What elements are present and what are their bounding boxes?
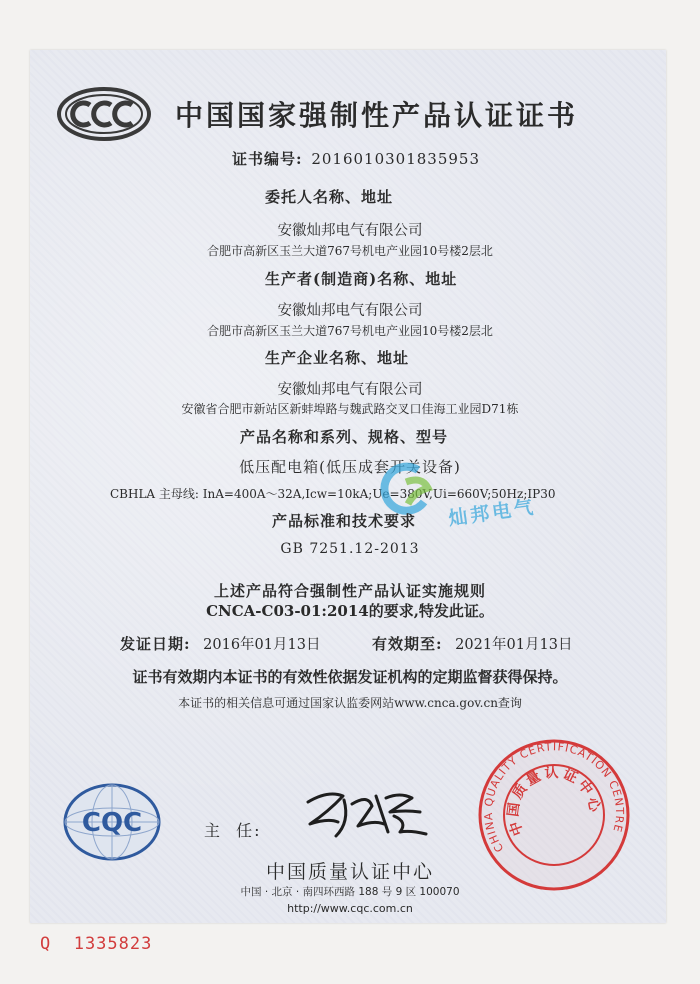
validity-note: 证书有效期内本证书的有效性依据发证机构的定期监督获得保持。 [132, 668, 568, 686]
factory-address: 安徽省合肥市新站区新蚌埠路与魏武路交叉口佳海工业园D71栋 [181, 402, 519, 416]
director-label: 主 任: [204, 821, 262, 840]
product-name: 低压配电箱(低压成套开关设备) [239, 458, 461, 476]
certificate-title: 中国国家强制性产品认证证书 [175, 99, 579, 132]
query-note: 本证书的相关信息可通过国家认监委网站www.cnca.gov.cn查询 [178, 696, 522, 710]
cqc-logo [62, 782, 162, 862]
issue-date: 2016年01月13日 [203, 637, 321, 653]
factory-label: 生产企业名称、地址 [265, 349, 410, 367]
issuer-url: http://www.cqc.com.cn [287, 902, 413, 915]
applicant-label: 委托人名称、地址 [265, 188, 394, 206]
standard-label: 产品标准和技术要求 [272, 512, 417, 530]
conformity-line-2: CNCA-C03-01:2014的要求,特发此证。 [206, 602, 494, 620]
issuer-address: 中国 · 北京 · 南四环西路 188 号 9 区 100070 [240, 886, 460, 898]
ccc-logo [56, 86, 152, 142]
conformity-line-1: 上述产品符合强制性产品认证实施规则 [213, 582, 486, 600]
applicant-name: 安徽灿邦电气有限公司 [277, 223, 423, 239]
company-watermark-text: 灿邦电气 [447, 495, 538, 531]
director-signature [288, 782, 438, 842]
product-label: 产品名称和系列、规格、型号 [240, 428, 449, 446]
factory-name: 安徽灿邦电气有限公司 [277, 382, 423, 398]
cqc-logo-text: CQC [81, 808, 143, 838]
certificate-number: 2016010301835953 [311, 150, 481, 168]
manufacturer-name: 安徽灿邦电气有限公司 [277, 303, 423, 319]
certificate-number-row [232, 148, 480, 169]
seal-outer-text: CHINA QUALITY CERTIFICATION CENTRE [481, 740, 627, 855]
issue-date-label: 发证日期: [120, 635, 191, 653]
standard-value: GB 7251.12-2013 [280, 541, 420, 557]
product-spec: CBHLA 主母线: InA=400A～32A,Icw=10kA;Ue=380V,Ui=660V;50Hz;IP30 [110, 487, 556, 501]
issue-date-row [120, 633, 320, 654]
serial-number: Q 1335823 [40, 934, 153, 954]
manufacturer-label: 生产者(制造商)名称、地址 [265, 270, 458, 288]
manufacturer-address: 合肥市高新区玉兰大道767号机电产业园10号楼2层北 [207, 324, 493, 338]
expiry-date: 2021年01月13日 [455, 637, 573, 653]
issuer-name: 中国质量认证中心 [265, 861, 434, 883]
seal-inner-text: 中国质量认证中心 [505, 764, 603, 838]
certificate-number-label: 证书编号: [232, 150, 303, 168]
expiry-date-label: 有效期至: [372, 635, 443, 653]
expiry-date-row [372, 633, 572, 654]
applicant-address: 合肥市高新区玉兰大道767号机电产业园10号楼2层北 [207, 244, 493, 258]
